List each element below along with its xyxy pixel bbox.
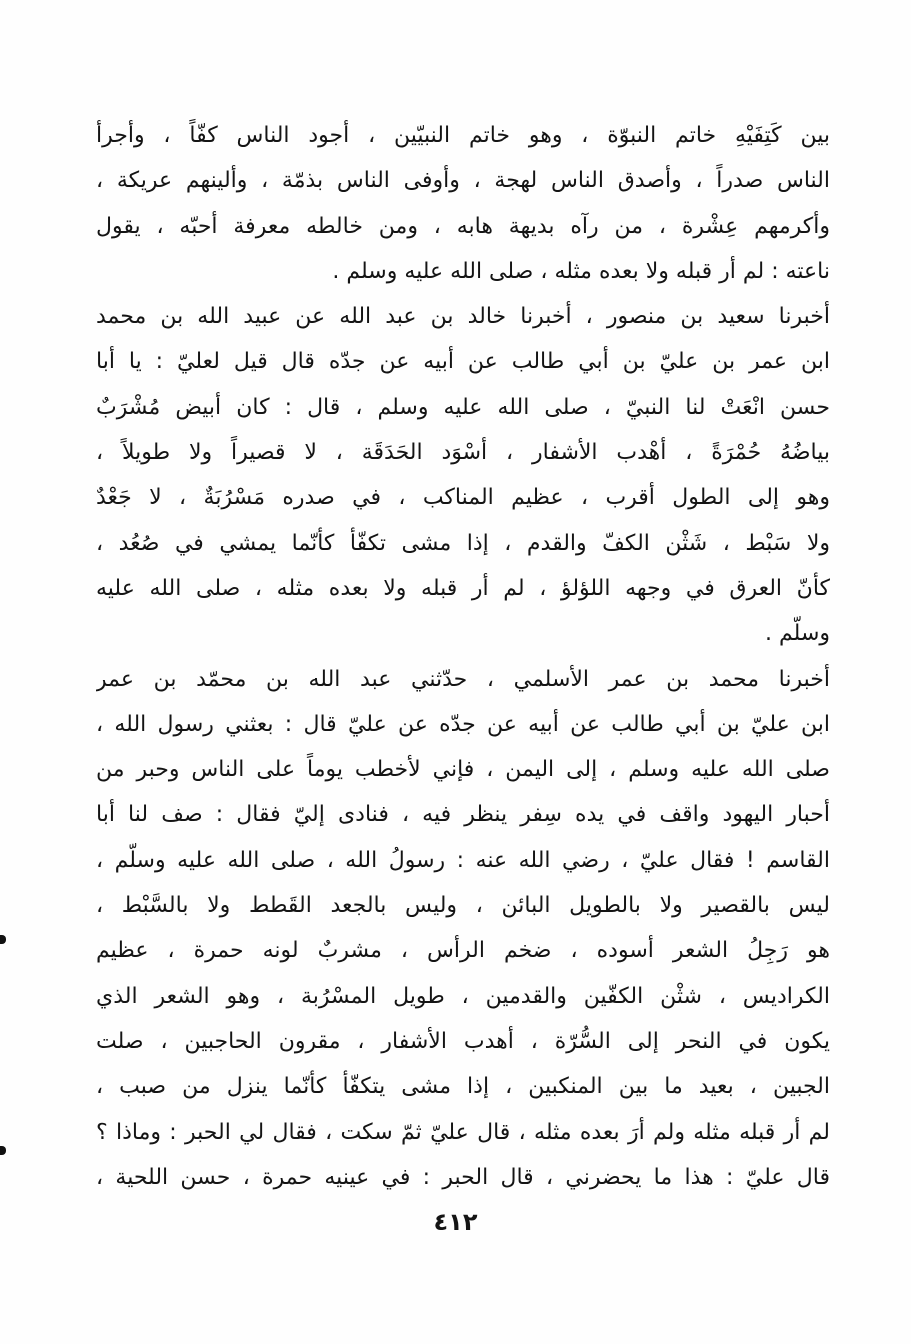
scan-edge-mark: [0, 935, 6, 944]
text-line: ناعته : لم أر قبله ولا بعده مثله ، صلى الله عليه وسلم .: [332, 258, 830, 284]
text-line: هو رَجِلُ الشعر أسوده ، ضخم الرأس ، مشربٌ لونه حمرة ، عظيم: [96, 938, 830, 964]
text-line: أخبرنا سعيد بن منصور ، أخبرنا خالد بن عبد الله عن عبيد الله بن محمد: [96, 304, 830, 330]
text-line: بين كَتِفَيْهِ خاتم النبوّة ، وهو خاتم النبيّين ، أجود الناس كفّاً ، وأجرأ: [96, 123, 830, 148]
text-line: الجبين ، بعيد ما بين المنكبين ، إذا مشى يتكفّأ كأنّما ينزل من صبب ،: [96, 1074, 830, 1100]
text-line: أحبار اليهود واقف في يده سِفر ينظر فيه ، فنادى إليّ فقال : صف لنا أبا: [96, 802, 830, 828]
text-line: القاسم ! فقال عليّ ، رضي الله عنه : رسولُ الله ، صلى الله عليه وسلّم ،: [96, 847, 830, 873]
text-line: ليس بالقصير ولا بالطويل البائن ، وليس بالجعد القَطط ولا بالسَّبْط ،: [96, 893, 830, 919]
text-line: ابن عليّ بن أبي طالب عن أبيه عن جدّه عن عليّ قال : بعثني رسول الله ،: [96, 711, 830, 737]
text-line: وسلّم .: [765, 621, 830, 647]
text-line: كأنّ العرق في وجهه اللؤلؤ ، لم أر قبله ولا بعده مثله ، صلى الله عليه: [96, 575, 830, 601]
text-line: وهو إلى الطول أقرب ، عظيم المناكب ، في صدره مَسْرُبَةٌ ، لا جَعْدٌ: [96, 485, 830, 511]
text-line: صلى الله عليه وسلم ، إلى اليمن ، فإني لأخطب يوماً على الناس وحبر من: [96, 757, 830, 783]
text-line: أخبرنا محمد بن عمر الأسلمي ، حدّثني عبد الله بن محمّد بن عمر: [96, 666, 830, 692]
scan-edge-mark: [0, 1146, 6, 1155]
text-line: وأكرمهم عِشْرة ، من رآه بديهة هابه ، ومن خالطه معرفة أحبّه ، يقول: [96, 213, 830, 239]
text-line: ولا سَبْط ، شَثْن الكفّ والقدم ، إذا مشى تكفّأ كأنّما يمشي في صُعُد ،: [96, 530, 830, 556]
text-line: يكون في النحر إلى السُّرّة ، أهدب الأشفار ، مقرون الحاجبين ، صلت: [96, 1028, 830, 1054]
page-number: ٤١٢: [433, 1208, 478, 1236]
text-line: الناس صدراً ، وأصدق الناس لهجة ، وأوفى الناس بذمّة ، وألينهم عريكة ،: [96, 168, 830, 194]
text-line: ابن عمر بن عليّ بن أبي طالب عن أبيه عن جدّه قال قيل لعليّ : يا أبا: [96, 349, 830, 375]
text-line: بياضُهُ حُمْرَةً ، أهْدب الأشفار ، أسْوَد الحَدَقَة ، لا قصيراً ولا طويلاً ،: [96, 440, 830, 466]
text-line: لم أر قبله مثله ولم أرَ بعده مثله ، قال عليّ ثمّ سكت ، فقال لي الحبر : وماذا ؟: [96, 1119, 830, 1145]
text-line: قال عليّ : هذا ما يحضرني ، قال الحبر : في عينيه حمرة ، حسن اللحية ،: [96, 1164, 830, 1190]
text-line: الكراديس ، شثْن الكفّين والقدمين ، طويل المسْرُبة ، وهو الشعر الذي: [96, 983, 830, 1009]
body-text: [96, 113, 830, 1200]
text-line: حسن انْعَتْ لنا النبيّ ، صلى الله عليه وسلم ، قال : كان أبيض مُشْرَبٌ: [96, 394, 830, 420]
